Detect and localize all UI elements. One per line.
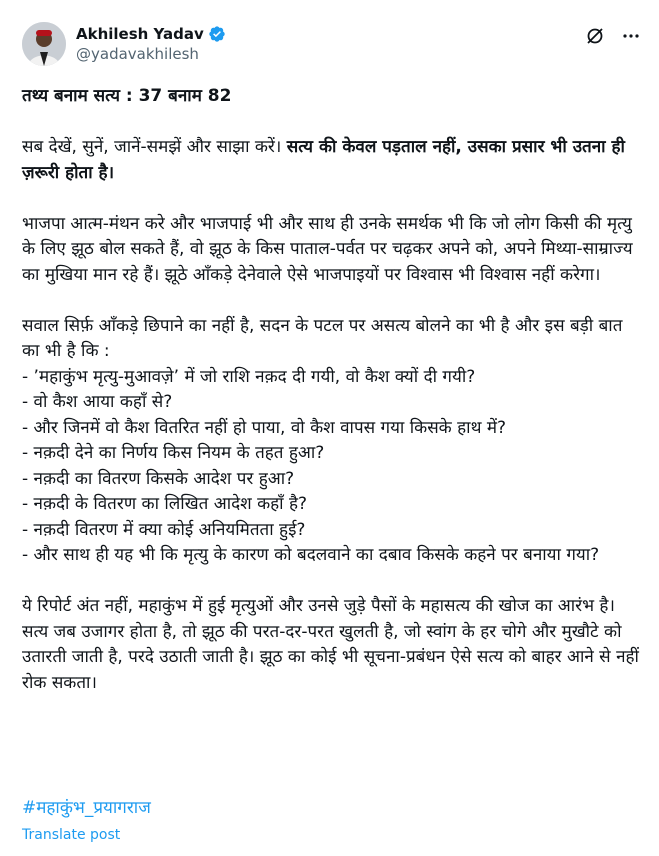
post-header xyxy=(22,22,641,70)
question-item: - नक़दी का वितरण किसके आदेश पर हुआ? xyxy=(22,468,295,489)
avatar[interactable] xyxy=(22,22,66,66)
grok-icon[interactable] xyxy=(585,26,605,46)
translate-post-link[interactable]: Translate post xyxy=(22,827,121,843)
paragraph-spacer xyxy=(22,569,640,595)
post-paragraph-4: ये रिपोर्ट अंत नहीं, महाकुंभ में हुई मृत्युओं और उनसे जुड़े पैसों के महासत्य की खोज का आरंभ है। सत्य जब उजागर होता है, तो झूठ की परत-दर-परत खुलती है, जो स्वांग के हर चोगे और मुखौटे को उतारती जाती है, परदे उठाती जाती है। झूठ का कोई भी सूचना-प्रबंधन ऐसे सत्य को बाहर आने से नहीं रोक सकता। xyxy=(22,596,639,693)
paragraph-1-text: सब देखें, सुनें, जानें-समझें और साझा करें। xyxy=(22,137,287,157)
post-text xyxy=(22,84,640,696)
post-paragraph-2: भाजपा आत्म-मंथन करे और भाजपाई भी और साथ ही उनके समर्थक भी कि जो लोग किसी की मृत्यु के लिए झूठ बोल सकते हैं, वो झूठ के किस पाताल-पर्वत पर चढ़कर अपने को, अपने मिथ्या-साम्राज्य का मुखिया मान रहे हैं। झूठे आँकड़े देनेवाले ऐसे भाजपाइयों पर विश्वास भी विश्वास नहीं करेगा। xyxy=(22,213,633,285)
question-item: - वो कैश आया कहाँ से? xyxy=(22,392,173,412)
author-handle[interactable]: @yadavakhilesh xyxy=(76,45,199,63)
post-paragraph-1 xyxy=(22,135,640,186)
paragraph-spacer xyxy=(22,288,640,314)
question-item: - नक़दी वितरण में क्या कोई अनियमितता हुई? xyxy=(22,519,306,540)
hashtag-link[interactable]: #महाकुंभ_प्रयागराज xyxy=(22,798,151,818)
paragraph-1-emphasis: सत्य की केवल पड़ताल नहीं, उसका प्रसार भी उतना ही ज़रूरी होता है। xyxy=(22,137,625,183)
header-actions xyxy=(585,26,641,46)
author-display-name[interactable]: Akhilesh Yadav xyxy=(76,25,204,43)
verified-badge-icon[interactable] xyxy=(208,25,226,43)
question-item: - ’महाकुंभ मृत्यु-मुआवज़े’ में जो राशि नक़द दी गयी, वो कैश क्यों दी गयी? xyxy=(22,366,476,387)
post-paragraph-3-intro: सवाल सिर्फ़ आँकड़े छिपाने का नहीं है, सदन के पटल पर असत्य बोलने का भी है और इस बड़ी बात का भी है कि : xyxy=(22,315,623,361)
question-item: - नक़दी के वितरण का लिखित आदेश कहाँ है? xyxy=(22,494,308,514)
paragraph-spacer xyxy=(22,110,640,136)
post-heading: तथ्य बनाम सत्य : 37 बनाम 82 xyxy=(22,86,232,106)
paragraph-spacer xyxy=(22,186,640,212)
avatar-image xyxy=(22,22,66,66)
more-icon[interactable] xyxy=(621,26,641,46)
question-item: - नक़दी देने का निर्णय किस नियम के तहत हुआ? xyxy=(22,443,325,463)
question-item: - और साथ ही यह भी कि मृत्यु के कारण को बदलवाने का दबाव किसके कहने पर बनाया गया? xyxy=(22,545,600,565)
question-item: - और जिनमें वो कैश वितरित नहीं हो पाया, वो कैश वापस गया किसके हाथ में? xyxy=(22,417,507,438)
author-names xyxy=(76,24,226,64)
